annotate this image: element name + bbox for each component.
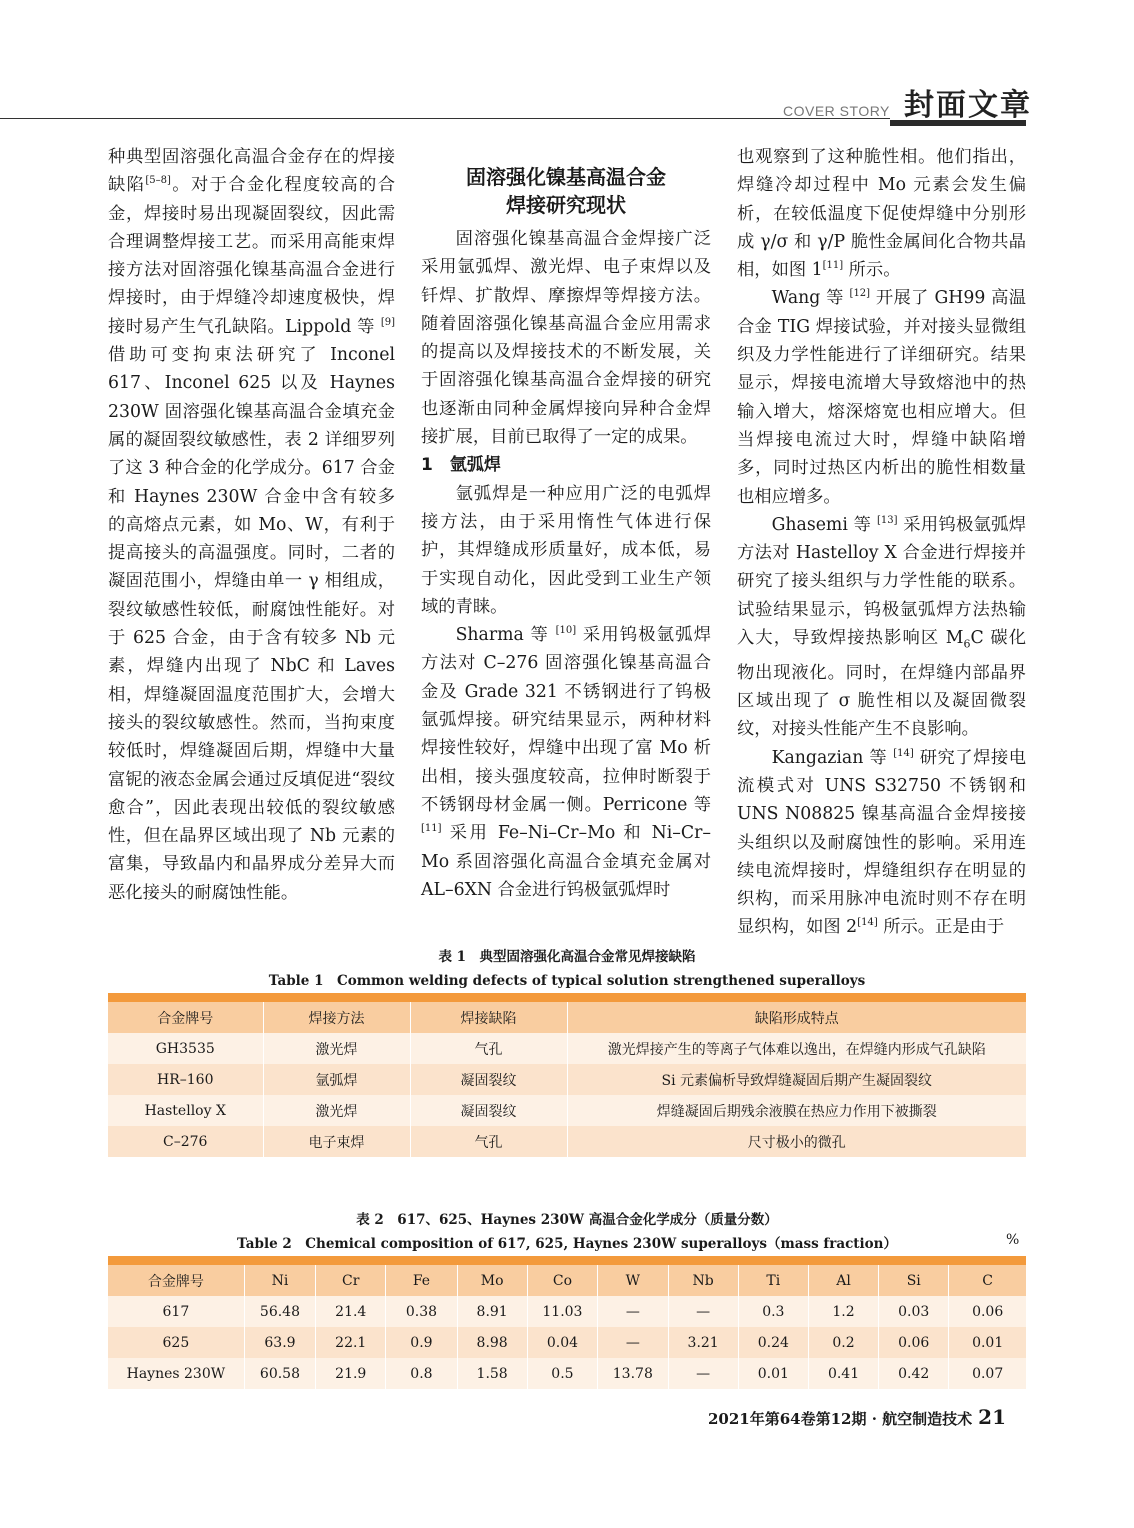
table1-caption-en: Table 1 Common welding defects of typical solution strengthened superalloys bbox=[268, 973, 866, 989]
paragraph: Ghasemi 等 [13] 采用钨极氩弧焊方法对 Hastelloy X 合金进行焊接并研究了接头组织与力学性能的联系。试验结果显示，钨极氩弧焊方法热输入大，导致焊接热影响区 $M_6C$ 碳化物出现液化。同时，在焊缝内部晶界区域出现了 σ 脆性相以及凝固微裂纹，对接头性能产生不良影响。 bbox=[737, 514, 1027, 740]
citation: [9] bbox=[380, 317, 395, 329]
table-header: Ni bbox=[244, 1265, 315, 1296]
table-header: Co bbox=[527, 1265, 597, 1296]
table-1 bbox=[108, 993, 1026, 1157]
table-row: C–276 电子束焊 气孔 尺寸极小的微孔 bbox=[108, 1126, 1026, 1157]
table-row: 625 63.9 22.1 0.9 8.98 0.04 — 3.21 0.24 0.2 0.06 0.01 bbox=[108, 1327, 1026, 1358]
table-2 bbox=[108, 1256, 1026, 1389]
table-header: Nb bbox=[668, 1265, 738, 1296]
citation: [5–8] bbox=[145, 175, 171, 187]
table2-caption-cn: 表 2 617、625、Haynes 230W 高温合金化学成分（质量分数） bbox=[356, 1212, 778, 1228]
table1-caption-cn: 表 1 典型固溶强化高温合金常见焊接缺陷 bbox=[438, 949, 696, 965]
page-number: 21 bbox=[978, 1405, 1007, 1429]
table-header: Fe bbox=[386, 1265, 457, 1296]
table-top-bar bbox=[108, 1256, 1026, 1265]
table-row: GH3535 激光焊 气孔 激光焊接产生的等离子气体难以逸出，在焊缝内形成气孔缺陷 bbox=[108, 1033, 1026, 1064]
table-header: 焊接缺陷 bbox=[410, 1002, 567, 1033]
column-1 bbox=[108, 143, 395, 907]
table-top-bar bbox=[108, 993, 1026, 1002]
paragraph: Sharma 等 [10] 采用钨极氩弧焊方法对 C–276 固溶强化镍基高温合金及 Grade 321 不锈钢进行了钨极氩弧焊接。研究结果显示，两种材料焊接性较好，焊缝中出现了富 Mo 析出相，接头强度较高，拉伸时断裂于不锈钢母材金属一侧。Perricone 等 [11] 采用 Fe–Ni–Cr–Mo 和 Ni–Cr–Mo 系固溶强化高温合金填充金属对 AL–6XN 合金进行钨极氩弧焊时 bbox=[421, 625, 711, 900]
column-2 bbox=[421, 143, 711, 904]
journal-issue: 2021年第64卷第12期 · 航空制造技术 bbox=[708, 1410, 973, 1428]
col1-paragraph: 种典型固溶强化高温合金存在的焊接缺陷[5–8]。对于合金化程度较高的合金，焊接时易出现凝固裂纹，因此需合理调整焊接工艺。而采用高能束焊接方法对固溶强化镍基高温合金进行焊接时，由于焊缝冷却速度极快，焊接时易产生气孔缺陷。Lippold 等 [9] 借助可变拘束法研究了 Inconel 617、Inconel 625 以及 Haynes 230W 固溶强化镍基高温合金填充金属的凝固裂纹敏感性，表 2 详细罗列了这 3 种合金的化学成分。617 合金和 Haynes 230W 合金中含有较多的高熔点元素，如 Mo、W，有利于提高接头的高温强度。同时，二者的凝固范围小，焊缝由单一 γ 相组成，裂纹敏感性较低，耐腐蚀性能好。对于 625 合金，由于含有较多 Nb 元素，焊缝内出现了 NbC 和 Laves 相，焊缝凝固温度范围扩大，会增大接头的裂纹敏感性。然而，当拘束度较低时，焊缝凝固后期，焊缝中大量富铌的液态金属会通过反填促进“裂纹愈合”，因此表现出较低的裂纹敏感性，但在晶界区域出现了 Nb 元素的富集，导致晶内和晶界成分差异大而恶化接头的耐腐蚀性能。 bbox=[108, 147, 395, 903]
paragraph: 也观察到了这种脆性相。他们指出，焊缝冷却过程中 Mo 元素会发生偏析，在较低温度下促使焊缝中分别形成 γ/σ 和 γ/P 脆性金属间化合物共晶相，如图 1[11] 所示。 bbox=[737, 147, 1026, 281]
table-header: C bbox=[949, 1265, 1026, 1296]
section-heading: 固溶强化镍基高温合金 焊接研究现状 bbox=[466, 165, 666, 217]
column-3 bbox=[737, 143, 1026, 942]
table-header: Si bbox=[879, 1265, 949, 1296]
citation: [14] bbox=[857, 917, 878, 929]
citation: [11] bbox=[421, 823, 442, 835]
table-row: 617 56.48 21.4 0.38 8.91 11.03 — — 0.3 1.2 0.03 0.06 bbox=[108, 1296, 1026, 1327]
section-label-en: COVER STORY bbox=[783, 103, 890, 119]
citation: [12] bbox=[849, 288, 871, 300]
table-header: 合金牌号 bbox=[108, 1002, 263, 1033]
paragraph: 氩弧焊是一种应用广泛的电弧焊接方法，由于采用惰性气体进行保护，其焊缝成形质量好，成本低，易于实现自动化，因此受到工业生产领域的青睐。 bbox=[421, 483, 711, 617]
table-header: 焊接方法 bbox=[263, 1002, 410, 1033]
table-header: Ti bbox=[738, 1265, 808, 1296]
table-header: Mo bbox=[457, 1265, 527, 1296]
citation: [11] bbox=[822, 260, 844, 272]
subsection-heading: 1 氩弧焊 bbox=[421, 455, 501, 476]
paragraph: Wang 等 [12] 开展了 GH99 高温合金 TIG 焊接试验，并对接头显微组织及力学性能进行了详细研究。结果显示，焊接电流增大导致熔池中的热输入增大，熔深熔宽也相应增大。但当焊接电流过大时，焊缝中缺陷增多，同时过热区内析出的脆性相数量也相应增多。 bbox=[737, 288, 1026, 507]
section-label-cn: 封面文章 bbox=[904, 88, 1032, 123]
page-footer bbox=[708, 1405, 1006, 1429]
table-row: Haynes 230W 60.58 21.9 0.8 1.58 0.5 13.78 — 0.01 0.41 0.42 0.07 bbox=[108, 1358, 1026, 1389]
header-rule bbox=[0, 118, 890, 119]
citation: [10] bbox=[555, 625, 577, 637]
citation: [14] bbox=[893, 747, 914, 759]
table2-unit: % bbox=[1006, 1232, 1020, 1248]
table-header: W bbox=[598, 1265, 668, 1296]
table2-caption-en: Table 2 Chemical composition of 617, 625, Haynes 230W superalloys（mass fraction） bbox=[237, 1236, 897, 1252]
table-row: HR–160 氩弧焊 凝固裂纹 Si 元素偏析导致焊缝凝固后期产生凝固裂纹 bbox=[108, 1064, 1026, 1095]
intro-paragraph: 固溶强化镍基高温合金焊接广泛采用氩弧焊、激光焊、电子束焊以及钎焊、扩散焊、摩擦焊等焊接方法。随着固溶强化镍基高温合金应用需求的提高以及焊接技术的不断发展，关于固溶强化镍基高温合金焊接的研究也逐渐由同种金属焊接向异种合金焊接扩展，目前已取得了一定的成果。 bbox=[421, 229, 711, 448]
table-header: 合金牌号 bbox=[108, 1265, 244, 1296]
citation: [13] bbox=[876, 515, 898, 527]
table-header: Al bbox=[808, 1265, 878, 1296]
table-header: 缺陷形成特点 bbox=[567, 1002, 1026, 1033]
paragraph: Kangazian 等 [14] 研究了焊接电流模式对 UNS S32750 不锈钢和 UNS N08825 镍基高温合金焊接接头组织以及耐腐蚀性的影响。采用连续电流焊接时，焊缝组织存在明显的织构，而采用脉冲电流时则不存在明显织构，如图 2[14] 所示。正是由于 bbox=[737, 747, 1026, 938]
table-row: Hastelloy X 激光焊 凝固裂纹 焊缝凝固后期残余液膜在热应力作用下被撕裂 bbox=[108, 1095, 1026, 1126]
table-header: Cr bbox=[316, 1265, 386, 1296]
